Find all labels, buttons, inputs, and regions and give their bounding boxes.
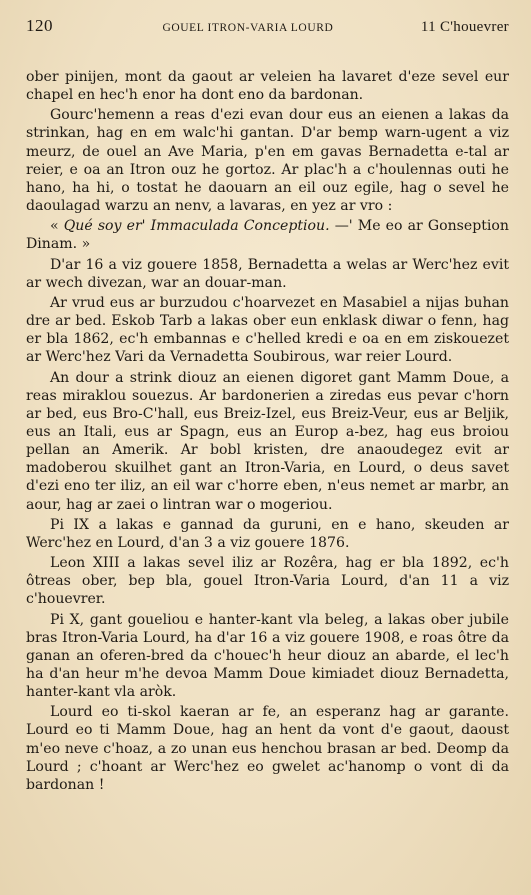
running-title: GOUEL ITRON-VARIA LOURD	[162, 22, 334, 34]
paragraph: ober pinijen, mont da gaout ar veleien ha lavaret d'eze sevel eur chapel en hec'h enor ha dont eno da bardonan.	[26, 69, 509, 104]
running-head	[26, 16, 509, 42]
paragraph: D'ar 16 a viz gouere 1858, Bernadetta a welas ar Werc'hez evit ar wech divezan, war an douar-man.	[26, 256, 509, 291]
quote-translation: —' Me eo ar Gonseption Dinam. »	[26, 218, 509, 253]
paragraph: Gourc'hemenn a reas d'ezi evan dour eus an eienen a lakas da strinkan, hag en em walc'hi gantan. D'ar bemp warn-ugent a viz meurz, de ouel an Ave Maria, p'en em gavas Bernadetta e-tal ar reier, e oa an Itron ouz he gortoz. Ar plac'h a c'houlennas outi he hano, ha hi, o tostat he daouarn an eil ouz egile, hag o sevel he daoulagad warzu an nenv, a lavaras, en yez ar vro :	[26, 107, 509, 215]
quote-paragraph	[26, 217, 509, 253]
paragraph: Pi X, gant goueliou e hanter-kant vla beleg, a lakas ober jubile bras Itron-Varia Lourd, ha d'ar 16 a viz gouere 1908, e roas ôtre da ganan an oferen-bred da c'houec'h heur diouz an abarde, el lec'h ha d'an heur m'he devoa Mamm Doue kimiadet diouz Bernadetta, hanter-kant vla aròk.	[26, 611, 509, 701]
paragraph: Pi IX a lakas e gannad da guruni, en e hano, skeuden ar Werc'hez en Lourd, d'an 3 a viz gouere 1876.	[26, 516, 509, 551]
paragraph: An dour a strink diouz an eienen digoret gant Mamm Doue, a reas miraklou souezus. Ar bardonerien a ziredas eus pevar c'horn ar bed, eus Bro-C'hall, eus Breiz-Izel, eus Breiz-Veur, eus ar Beljik, eus an Itali, eus ar Spagn, eus an Europ a-bez, hag eus broiou pellan an Amerik. Ar bobl kristen, dre anaoudegez evit ar madoberou skuilhet gant an Itron-Varia, en Lourd, o deus savet d'ezi eno ter iliz, an eil war c'horre eben, n'eus nemet ar marbr, an aour, hag ar zaei o lintran war o mogeriou.	[26, 369, 509, 513]
paragraph: Leon XIII a lakas sevel iliz ar Rozêra, hag er bla 1892, ec'h ôtreas ober, bep bla, gouel Itron-Varia Lourd, d'an 11 a viz c'houevrer.	[26, 555, 509, 608]
paragraph: Ar vrud eus ar burzudou c'hoarvezet en Masabiel a nijas buhan dre ar bed. Eskob Tarb a lakas ober eun enklask diwar o fenn, hag er bla 1862, ec'h embannas e c'helled kredi e oa en em ziskouezet ar Werc'hez Vari da Vernadetta Soubirous, war reier Lourd.	[26, 294, 509, 366]
quote-open: «	[50, 218, 64, 235]
page-number: 120	[26, 16, 53, 35]
quote-italic: Qué soy er' Immaculada Conceptiou.	[63, 218, 330, 235]
running-date: 11 C'houevrer	[420, 19, 509, 35]
paragraph: Lourd eo ti-skol kaeran ar fe, an esperanz hag ar garante. Lourd eo ti Mamm Doue, hag an hent da vont d'e gaout, daoust m'eo neve c'hoaz, a zo unan eus henchou brasan ar bed. Deomp da Lourd ; c'hoant ar Werc'hez eo gwelet ac'hanomp o vont di da bardonan !	[26, 704, 509, 793]
body-text	[26, 68, 509, 794]
